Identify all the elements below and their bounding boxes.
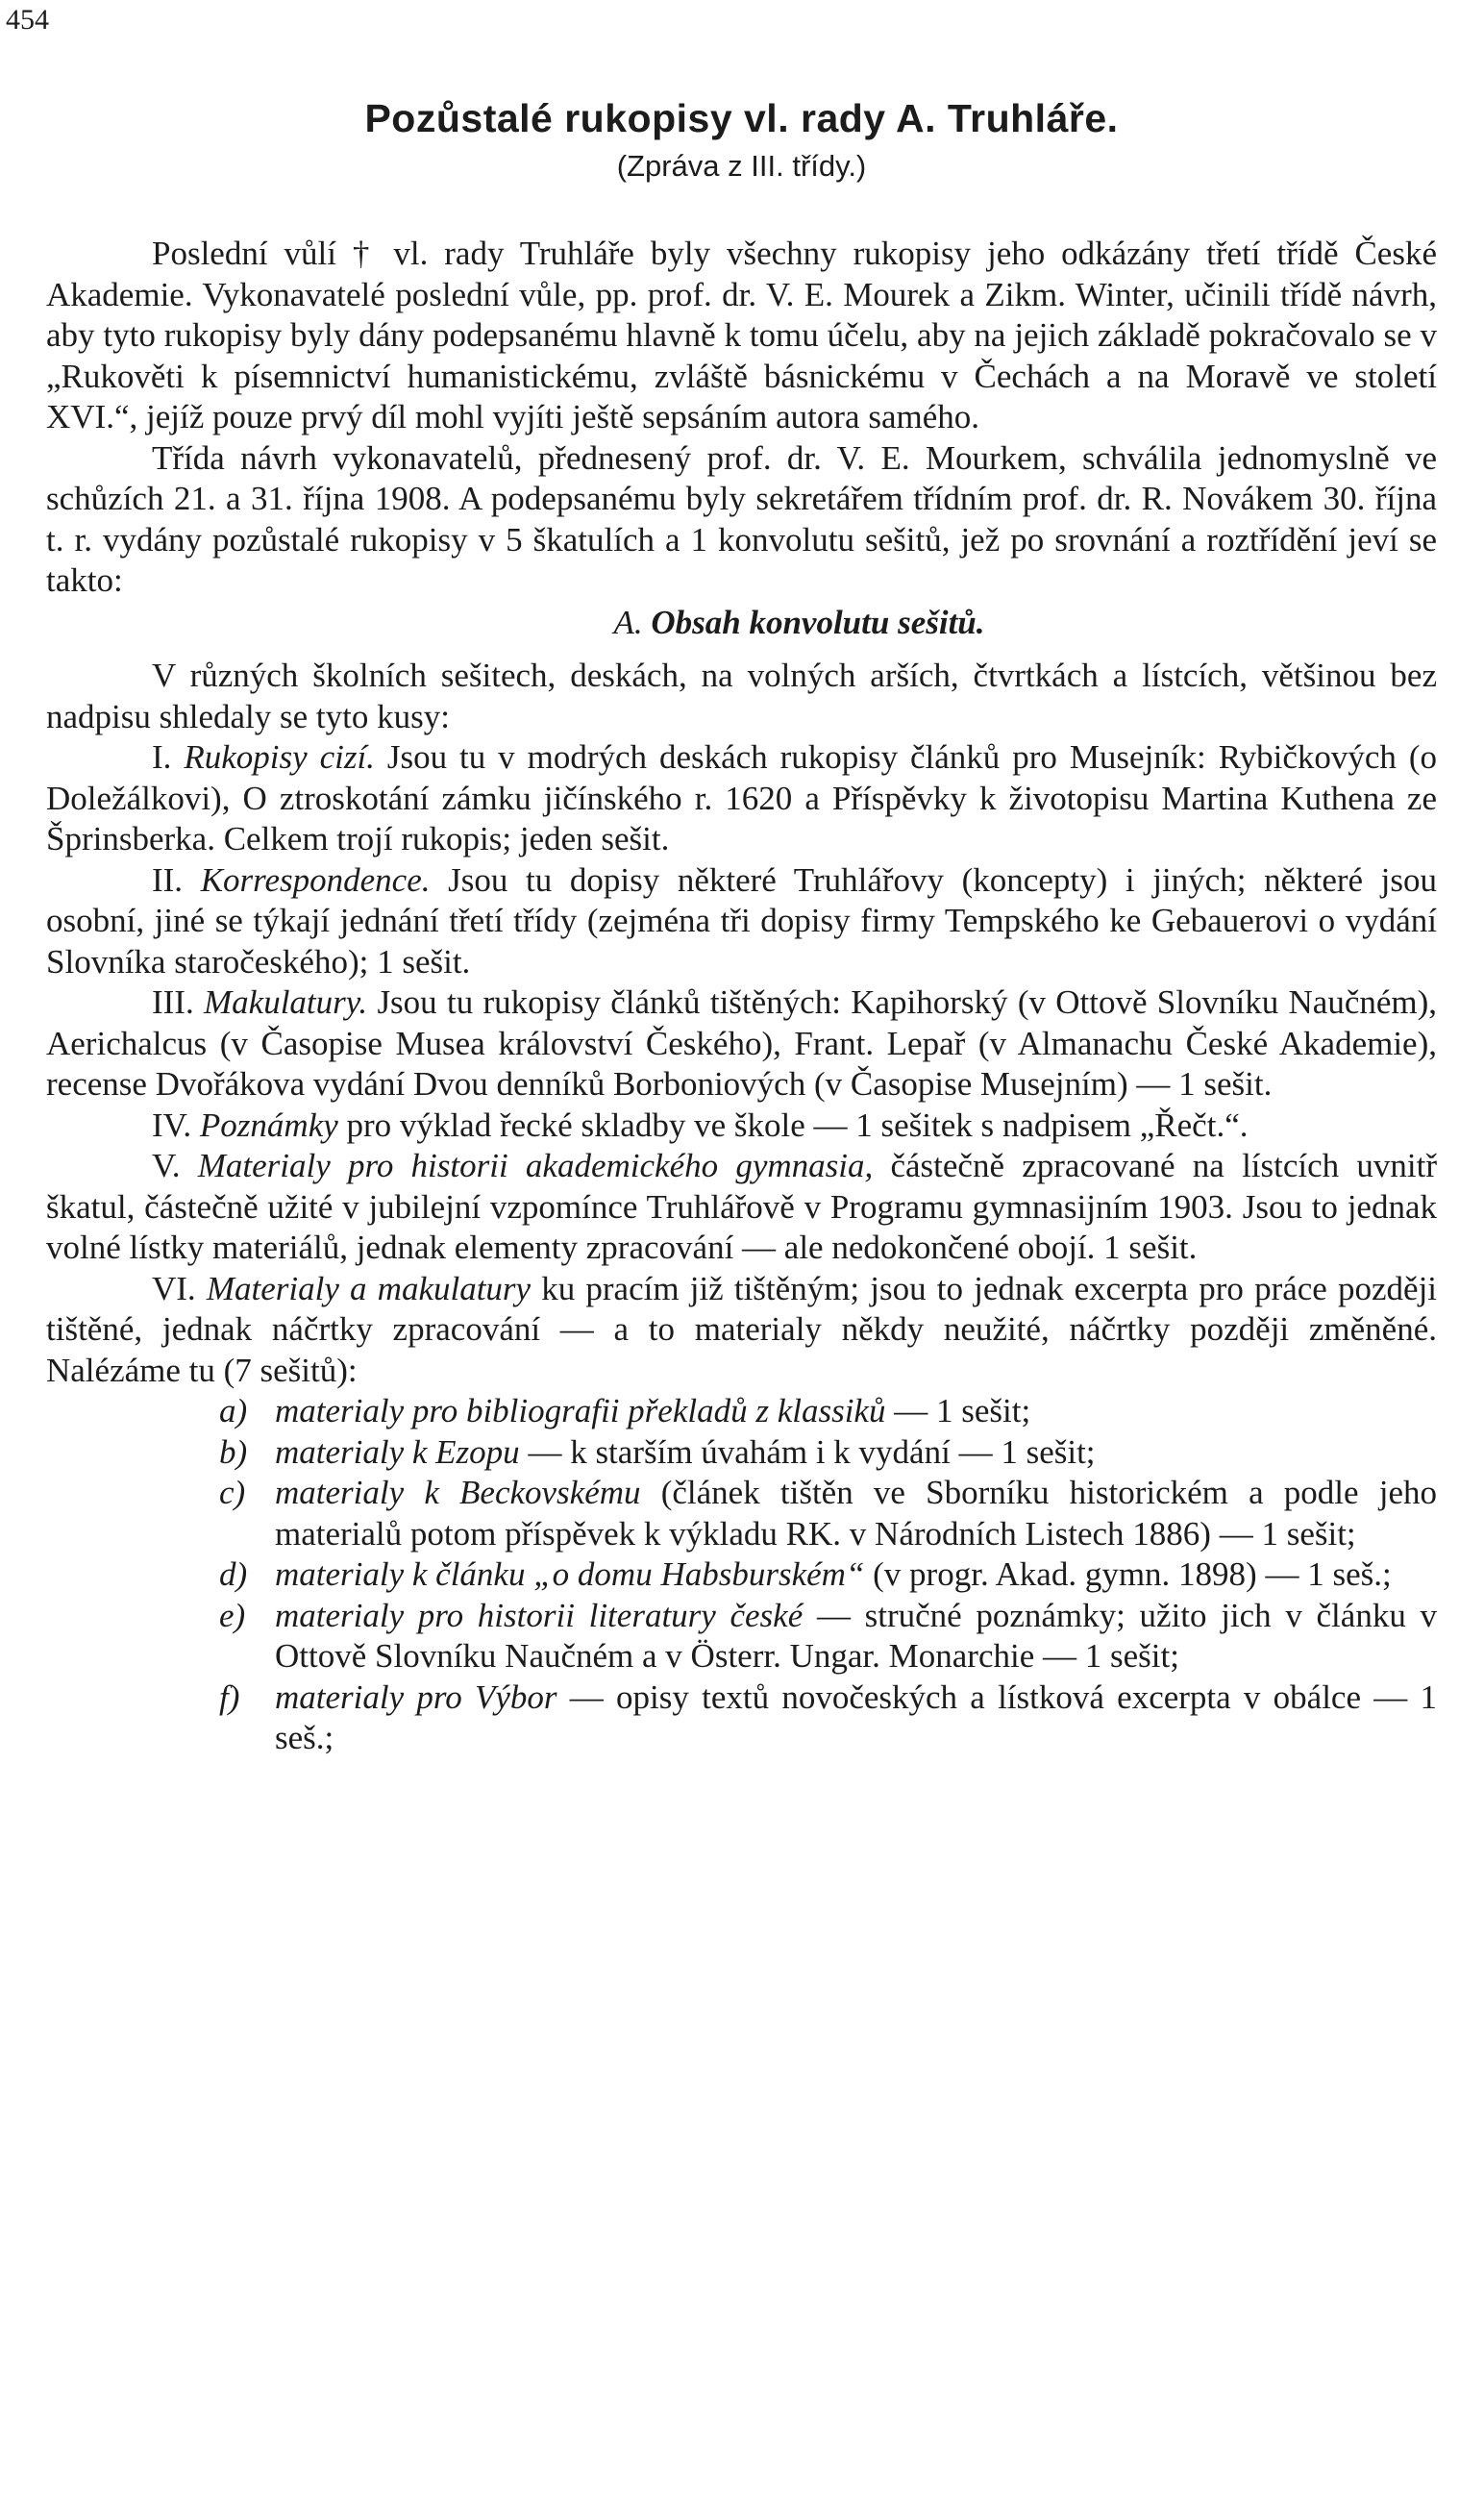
sub-item-text: — stručné poznámky; užito jich v článku v Ottově Slovníku Naučném a v Österr. Ungar. Monarchie — 1 sešit; xyxy=(275,1596,1437,1675)
item-numeral: III. xyxy=(152,983,194,1021)
item-label: Poznámky xyxy=(199,1106,338,1144)
sub-item-text: — 1 sešit; xyxy=(894,1392,1031,1429)
intro-paragraph: Poslední vůlí † vl. rady Truhláře byly všechny rukopisy jeho odkázány třetí třídě České Akademie. Vykonavatelé poslední vůle, pp. prof. dr. V. E. Mourek a Zikm. Winter, učinili třídě návrh, aby tyto rukopisy byly dány podepsanému hlavně k tomu účelu, aby na jejich základě pokračovalo se v „Rukověti k písemnictví humanistickému, zvláště básnickému v Čechách a na Moravě ve století XVI.“, jejíž pouze prvý díl mohl vyjíti ještě sepsáním autora samého. xyxy=(46,235,1437,435)
sub-item-label: materialy pro Výbor xyxy=(275,1677,557,1716)
sub-item xyxy=(46,1473,1437,1554)
item-label: Makulatury. xyxy=(204,983,368,1021)
list-item xyxy=(46,737,1437,860)
item-label: Korrespondence. xyxy=(200,860,431,899)
item-text: částečně zpracované na lístcích uvnitř škatul, částečně užité v jubilejní vzpomínce Truhlářově v Programu gymnasijním 1903. Jsou to jednak volné lístky materiálů, jednak elementy zpracování — ale nedokončené obojí. 1 sešit. xyxy=(46,1147,1437,1266)
sub-item-label: materialy pro historii literatury české xyxy=(275,1596,804,1634)
sub-item-label: materialy k Ezopu xyxy=(275,1432,520,1471)
section-heading-a xyxy=(46,603,1437,644)
sub-item xyxy=(46,1432,1437,1474)
item-text: Jsou tu dopisy některé Truhlářovy (koncepty) i jiných; některé jsou osobní, jiné se týkají jednání třetí třídy (zejména tři dopisy firmy Tempského ke Gebauerovi o vydání Slovníka staročeského); 1 sešit. xyxy=(46,860,1438,981)
item-text: Jsou tu v modrých deskách rukopisy článků pro Musejník: Rybičkových (o Doležálkovi), O ztroskotání zámku jičínského r. 1620 a Příspěvky k životopisu Martina Kuthena ze Šprinsberka. Celkem trojí rukopis; jeden sešit. xyxy=(46,738,1438,857)
sub-item-label: materialy k článku „o domu Habsburském“ xyxy=(275,1555,865,1593)
sub-item xyxy=(46,1677,1437,1759)
sub-item-letter: c) xyxy=(219,1474,246,1511)
sub-item-text: — opisy textů novočeských a lístková excerpta v obálce — 1 seš.; xyxy=(275,1677,1437,1756)
sub-item-label: materialy pro bibliografii překladů z klassiků xyxy=(275,1392,886,1429)
article-title: Pozůstalé rukopisy vl. rady A. Truhláře. xyxy=(364,96,1119,140)
item-text: Jsou tu rukopisy článků tištěných: Kapihorský (v Ottově Slovníku Naučném), Aerichalcus (v Časopise Musea království Českého), Frant. Lepař (v Almanachu České Akademie), recense Dvořákova vydání Dvou denníků Borboniových (v Časopise Musejním) — 1 sešit. xyxy=(46,983,1438,1103)
sub-item xyxy=(46,1391,1437,1432)
sub-item-letter: d) xyxy=(219,1555,248,1593)
sub-item xyxy=(46,1596,1437,1677)
item-numeral: IV. xyxy=(152,1106,192,1144)
item-label: Materialy a makulatury xyxy=(206,1269,532,1307)
sub-item-text: (článek tištěn ve Sborníku historickém a podle jeho materialů potom příspěvek k výkladu RK. v Národních Listech 1886) — 1 sešit; xyxy=(275,1474,1437,1553)
list-item xyxy=(46,982,1437,1106)
item-numeral: I. xyxy=(152,738,172,776)
list-item xyxy=(46,1269,1437,1392)
item-numeral: II. xyxy=(152,860,184,899)
sub-item-letter: f) xyxy=(219,1677,240,1716)
list-item xyxy=(46,1146,1437,1269)
sub-item xyxy=(46,1554,1437,1596)
article-subtitle: (Zpráva z III. třídy.) xyxy=(616,149,867,183)
list-item xyxy=(46,1106,1437,1147)
section-intro: V různých školních sešitech, deskách, na volných arších, čtvrtkách a lístcích, většinou bez nadpisu shledaly se tyto kusy: xyxy=(46,657,1437,735)
page-number: 454 xyxy=(6,4,49,36)
list-item xyxy=(46,860,1437,983)
article xyxy=(46,96,1437,1759)
item-text: ku pracím již tištěným; jsou to jednak excerpta pro práce později tištěné, jednak náčrtky zpracování — a to materialy někdy neužité, náčrtky později změněné. Nalézáme tu (7 sešitů): xyxy=(46,1269,1438,1389)
sub-item-letter: b) xyxy=(219,1432,248,1471)
item-text: pro výklad řecké skladby ve škole — 1 sešitek s nadpisem „Řečt.“. xyxy=(346,1106,1249,1144)
sub-list xyxy=(46,1391,1437,1759)
sub-item-text: — k starším úvahám i k vydání — 1 sešit; xyxy=(528,1432,1096,1471)
item-label: Rukopisy cizí. xyxy=(184,738,375,776)
item-label: Materialy pro historii akademického gymnasia, xyxy=(197,1147,874,1184)
item-numeral: VI. xyxy=(152,1269,196,1307)
item-numeral: V. xyxy=(152,1147,181,1184)
intro-paragraph: Třída návrh vykonavatelů, přednesený prof. dr. V. E. Mourkem, schválila jednomyslně ve schůzích 21. a 31. října 1908. A podepsanému byly sekretářem třídním prof. dr. R. Novákem 30. října t. r. vydány pozůstalé rukopisy v 5 škatulích a 1 konvolutu sešitů, jež po srovnání a roztřídění jeví se takto: xyxy=(46,438,1437,599)
section-letter: A. xyxy=(613,603,643,641)
sub-item-letter: e) xyxy=(219,1596,246,1634)
sub-item-label: materialy k Beckovskému xyxy=(275,1474,641,1511)
sub-item-text: (v progr. Akad. gymn. 1898) — 1 seš.; xyxy=(873,1555,1392,1593)
section-title: Obsah konvolutu sešitů. xyxy=(651,603,985,641)
sub-item-letter: a) xyxy=(219,1392,248,1429)
